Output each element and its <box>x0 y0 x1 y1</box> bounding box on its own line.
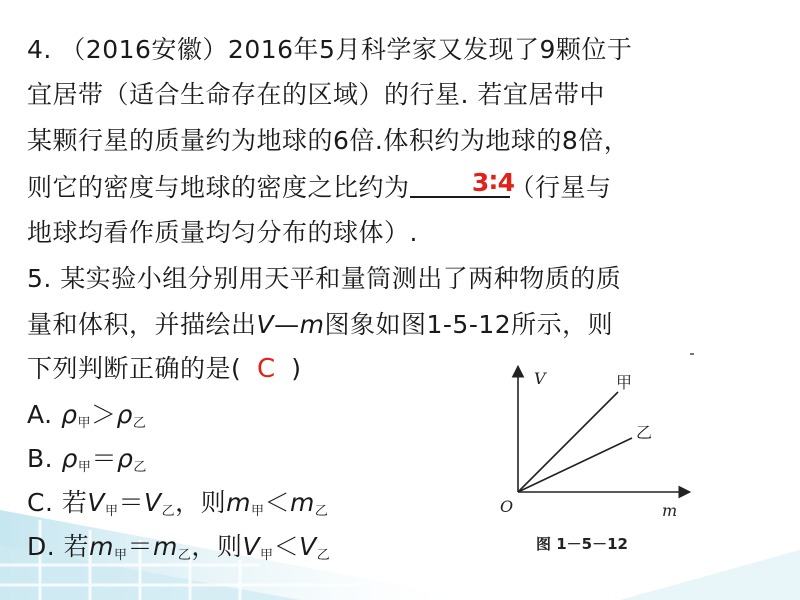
option-c-sub-yi-2: 乙 <box>314 504 329 519</box>
q5-line-2-text: 量和体积，并描绘出 <box>27 310 257 339</box>
option-c-eq: ＝ <box>118 488 144 517</box>
option-d-v-2: V <box>299 532 317 561</box>
option-d-sub-jia-2: 甲 <box>260 548 274 563</box>
q4-line-3: 某颗行星的质量约为地球的6倍.体积约为地球的8倍， <box>27 126 630 155</box>
line-yi <box>518 438 632 492</box>
option-b <box>27 444 147 483</box>
option-c-m-2: m <box>290 488 315 517</box>
figure-caption: 图 1－5－12 <box>536 535 628 553</box>
option-c-v-1: V <box>87 488 105 517</box>
q4-line-2: 宜居带（适合生命存在的区域）的行星. 若宜居带中 <box>27 80 605 109</box>
option-c-label: C. 若 <box>27 488 88 517</box>
option-a-sub-jia: 甲 <box>77 416 91 431</box>
q4-answer-blank <box>410 168 516 198</box>
option-d-v-1: V <box>242 532 261 561</box>
y-axis-label: V <box>534 369 546 388</box>
q5-line-1: 5. 某实验小组分别用天平和量筒测出了两种物质的质 <box>27 264 622 293</box>
line-jia-label: 甲 <box>616 373 633 392</box>
option-d-sub-yi-2: 乙 <box>316 548 331 563</box>
q5-line-2-tail: 图象如图1-5-12所示，则 <box>324 310 614 339</box>
option-a-operator: ＞ <box>90 400 117 429</box>
option-a <box>27 400 146 439</box>
option-d-sub-jia-1: 甲 <box>114 548 128 563</box>
option-b-rho-2: ρ <box>116 444 134 473</box>
option-c-then: ，则 <box>175 488 227 517</box>
origin-label: O <box>500 497 514 516</box>
option-b-sub-yi: 乙 <box>133 460 147 475</box>
q4-line-4 <box>27 168 612 203</box>
option-a-sub-yi: 乙 <box>132 416 147 431</box>
q4-line-4-tail: （行星与 <box>509 173 612 202</box>
option-b-operator: ＝ <box>91 444 117 473</box>
q5-line-3-tail: ) <box>291 354 302 383</box>
option-c-sub-jia-2: 甲 <box>251 504 265 519</box>
q5-v-symbol: V <box>256 310 275 339</box>
option-c-v-2: V <box>144 488 162 517</box>
option-a-rho-1: ρ <box>61 400 78 429</box>
option-c-sub-yi-1: 乙 <box>161 504 176 519</box>
option-b-rho-1: ρ <box>61 444 78 473</box>
line-jia <box>518 392 618 492</box>
q5-line-2 <box>27 310 613 340</box>
option-d-m-2: m <box>153 532 178 561</box>
option-d-eq: ＝ <box>127 532 154 561</box>
q5-line-3-text: 下列判断正确的是( <box>27 354 242 383</box>
q5-dash: — <box>274 310 300 339</box>
option-b-label: B. <box>27 444 62 473</box>
option-c-lt: ＜ <box>264 488 291 517</box>
option-c <box>27 488 328 527</box>
q4-line-5: 地球均看作质量均匀分布的球体）. <box>27 218 418 247</box>
q5-line-3 <box>27 354 302 384</box>
option-d-sub-yi-1: 乙 <box>177 548 192 563</box>
option-a-label: A. <box>27 400 62 429</box>
stray-mark <box>690 353 694 355</box>
option-d <box>27 532 330 571</box>
option-c-sub-jia-1: 甲 <box>104 504 119 519</box>
q5-m-symbol: m <box>299 310 325 339</box>
q4-line-1: 4. （2016安徽）2016年5月科学家又发现了9颗位于 <box>27 35 633 64</box>
x-axis-label: m <box>662 501 678 520</box>
option-d-label: D. 若 <box>27 532 90 561</box>
q4-answer: 3∶4 <box>471 168 516 197</box>
option-d-then: ，则 <box>191 532 243 561</box>
line-yi-label: 乙 <box>636 423 653 442</box>
option-d-lt: ＜ <box>273 532 300 561</box>
option-d-m-1: m <box>89 532 115 561</box>
v-m-graph <box>490 360 700 530</box>
option-b-sub-jia: 甲 <box>77 460 92 475</box>
q4-line-4-text: 则它的密度与地球的密度之比约为 <box>27 173 410 202</box>
option-a-rho-2: ρ <box>116 400 133 429</box>
q5-answer: C <box>256 354 276 384</box>
option-c-m-1: m <box>226 488 251 517</box>
